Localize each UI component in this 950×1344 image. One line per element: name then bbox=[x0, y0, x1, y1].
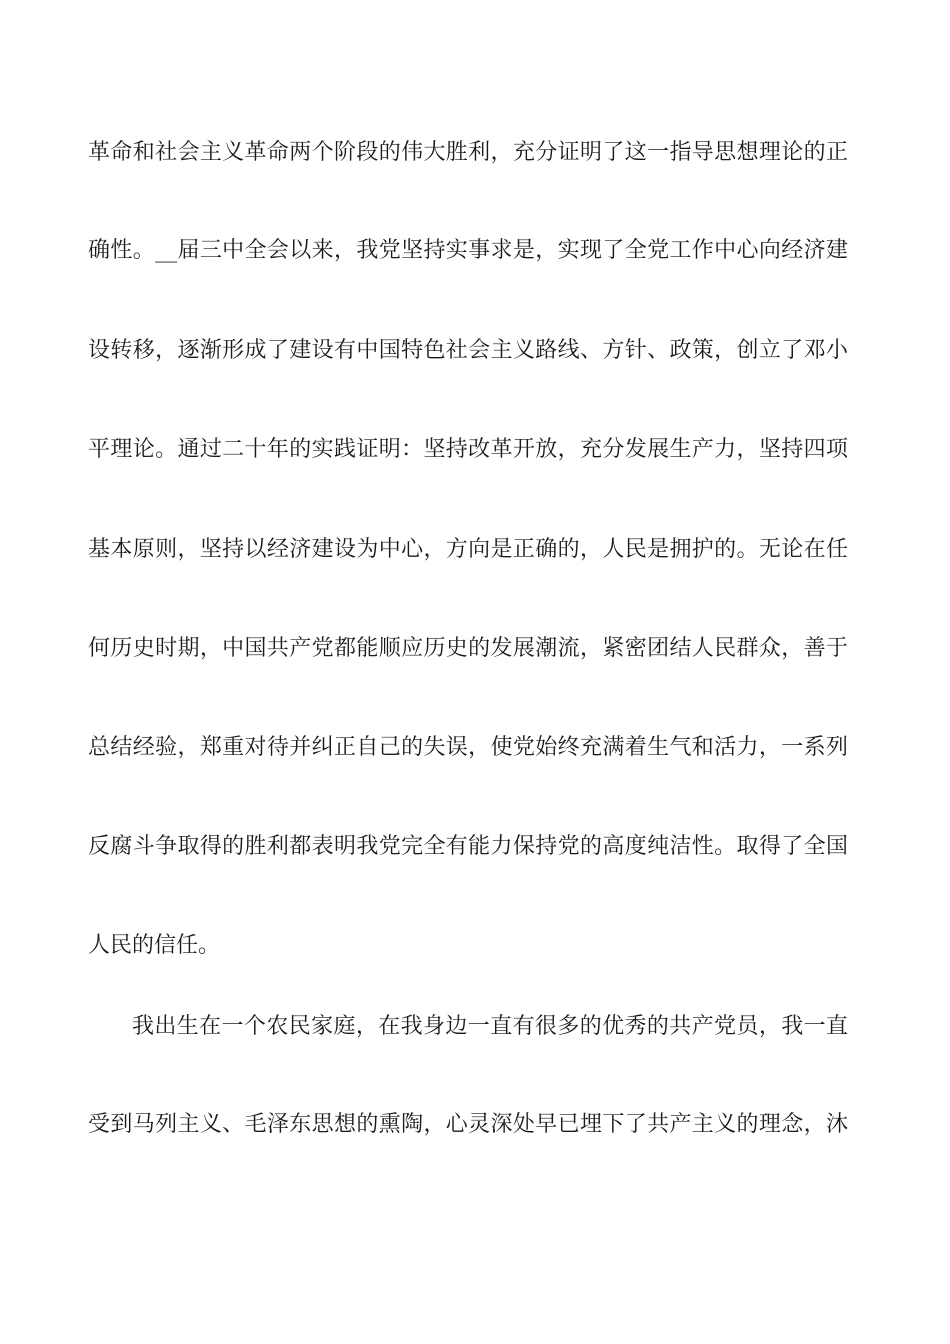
paragraph-line: 设转移，逐渐形成了建设有中国特色社会主义路线、方针、政策，创立了邓小 bbox=[88, 338, 848, 363]
paragraph-line: 基本原则，坚持以经济建设为中心，方向是正确的，人民是拥护的。无论在任 bbox=[88, 537, 848, 562]
paragraph-line: 平理论。通过二十年的实践证明：坚持改革开放，充分发展生产力，坚持四项 bbox=[88, 437, 848, 462]
paragraph-line: 革命和社会主义革命两个阶段的伟大胜利，充分证明了这一指导思想理论的正 bbox=[88, 140, 848, 165]
paragraph-line: 总结经验，郑重对待并纠正自己的失误，使党始终充满着生气和活力，一系列 bbox=[88, 735, 848, 760]
paragraph-line: 受到马列主义、毛泽东思想的熏陶，心灵深处早已埋下了共产主义的理念，沐 bbox=[88, 1112, 848, 1137]
paragraph-last-line: 人民的信任。 bbox=[88, 933, 221, 958]
paragraph-line: 反腐斗争取得的胜利都表明我党完全有能力保持党的高度纯洁性。取得了全国 bbox=[88, 834, 848, 859]
paragraph-line: 确性。__届三中全会以来，我党坚持实事求是，实现了全党工作中心向经济建 bbox=[88, 238, 848, 263]
paragraph-line: 何历史时期，中国共产党都能顺应历史的发展潮流，紧密团结人民群众，善于 bbox=[88, 636, 848, 661]
paragraph-first-line: 我出生在一个农民家庭，在我身边一直有很多的优秀的共产党员，我一直 bbox=[132, 1014, 848, 1039]
